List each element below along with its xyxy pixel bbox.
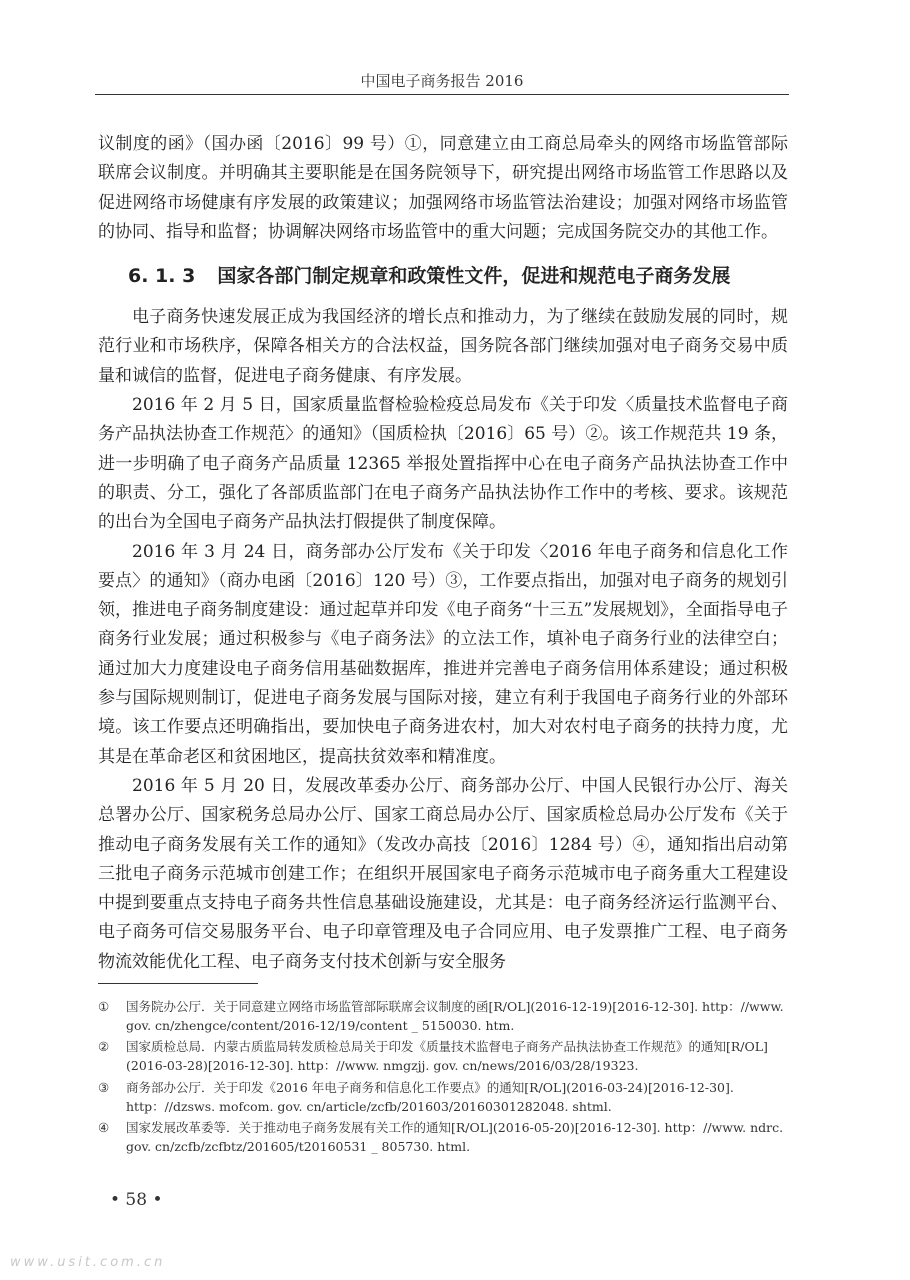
running-header: 中国电子商务报告 2016 xyxy=(360,72,524,90)
header-rule xyxy=(95,94,789,95)
footnote-mark: ④ xyxy=(98,1120,110,1136)
section-heading xyxy=(98,261,788,291)
paragraph-continued: 议制度的函》（国办函〔2016〕99 号）①，同意建立由工商总局牵头的网络市场监管部际联席会议制度。并明确其主要职能是在国务院领导下，研究提出网络市场监管工作思路以及促进网络市场健康有序发展的政策建议；加强网络市场监管法治建设；加强对网络市场监管的协同、指导和监督；协调解决网络市场监管中的重大问题；完成国务院交办的其他工作。 xyxy=(98,134,788,242)
paragraph: 2016 年 2 月 5 日，国家质量监督检验检疫总局发布《关于印发〈质量技术监督电子商务产品执法协查工作规范〉的通知》（国质检执〔2016〕65 号）②。该工作规范共 19 条，进一步明确了电子商务产品质量 12365 举报处置指挥中心在电子商务产品执法协查工作中的职责、分工，强化了各部质监部门在电子商务产品执法协作工作中的考核、要求。该规范的出台为全国电子商务产品执法打假提供了制度保障。 xyxy=(98,395,788,533)
page-number: • 58 • xyxy=(110,1190,163,1210)
footnote-text: 商务部办公厅．关于印发《2016 年电子商务和信息化工作要点》的通知[R/OL](2016-03-24)[2016-12-30]. http：//dzsws. mofcom. gov. cn/article/zcfb/201603/20160301282048. shtml. xyxy=(126,1079,734,1114)
footnote xyxy=(98,1038,790,1075)
footnote-mark: ③ xyxy=(98,1079,110,1095)
footnote xyxy=(98,998,790,1035)
section-number: 6. 1. 3 xyxy=(128,265,196,288)
footnote-text: 国家质检总局．内蒙古质监局转发质检总局关于印发《质量技术监督电子商务产品执法协查工作规范》的通知[R/OL](2016-03-28)[2016-12-30]. http：//www. nmgzjj. gov. cn/news/2016/03/28/19323. xyxy=(126,1039,768,1074)
footnote xyxy=(98,1119,790,1156)
footnote-text: 国家发展改革委等．关于推动电子商务发展有关工作的通知[R/OL](2016-05-20)[2016-12-30]. http：//www. ndrc. gov. cn/zcfb/zcfbtz/201605/t20160531 _ 805730. html. xyxy=(126,1120,784,1154)
section-title: 国家各部门制定规章和政策性文件，促进和规范电子商务发展 xyxy=(217,265,731,288)
paragraph: 2016 年 3 月 24 日，商务部办公厅发布《关于印发〈2016 年电子商务和信息化工作要点〉的通知》（商办电函〔2016〕120 号）③，工作要点指出，加强对电子商务的规划引领，推进电子商务制度建设：通过起草并印发《电子商务“十三五”发展规划》，全面指导电子商务行业发展；通过积极参与《电子商务法》的立法工作，填补电子商务行业的法律空白；通过加大力度建设电子商务信用基础数据库，推进并完善电子商务信用体系建设；通过积极参与国际规则制订，促进电子商务发展与国际对接，建立有利于我国电子商务行业的外部环境。该工作要点还明确指出，要加快电子商务进农村，加大对农村电子商务的扶持力度，尤其是在革命老区和贫困地区，提高扶贫效率和精准度。 xyxy=(98,541,788,767)
footnote-separator xyxy=(98,983,258,984)
body-text xyxy=(98,130,788,977)
footnote-mark: ① xyxy=(98,999,110,1014)
paragraph: 2016 年 5 月 20 日，发展改革委办公厅、商务部办公厅、中国人民银行办公厅、海关总署办公厅、国家税务总局办公厅、国家工商总局办公厅、国家质检总局办公厅发布《关于推动电子商务发展有关工作的通知》（发改办高技〔2016〕1284 号）④，通知指出启动第三批电子商务示范城市创建工作；在组织开展国家电子商务示范城市电子商务重大工程建设中提到要重点支持电子商务共性信息基础设施建设，尤其是：电子商务经济运行监测平台、电子商务可信交易服务平台、电子印章管理及电子合同应用、电子发票推广工程、电子商务物流效能优化工程、电子商务支付技术创新与安全服务 xyxy=(98,775,788,972)
paragraph: 电子商务快速发展正成为我国经济的增长点和推动力，为了继续在鼓励发展的同时，规范行业和市场秩序，保障各相关方的合法权益，国务院各部门继续加强对电子商务交易中质量和诚信的监督，促进电子商务健康、有序发展。 xyxy=(98,307,788,386)
footnote xyxy=(98,1079,790,1116)
footnote-text: 国务院办公厅．关于同意建立网络市场监管部际联席会议制度的函[R/OL](2016-12-19)[2016-12-30]. http：//www. gov. cn/zhengce/content/2016-12/19/content _ 5150030. htm. xyxy=(126,999,784,1033)
footnotes xyxy=(98,998,790,1160)
watermark: www.usit.com.cn xyxy=(10,1255,166,1270)
footnote-mark: ② xyxy=(98,1039,110,1055)
